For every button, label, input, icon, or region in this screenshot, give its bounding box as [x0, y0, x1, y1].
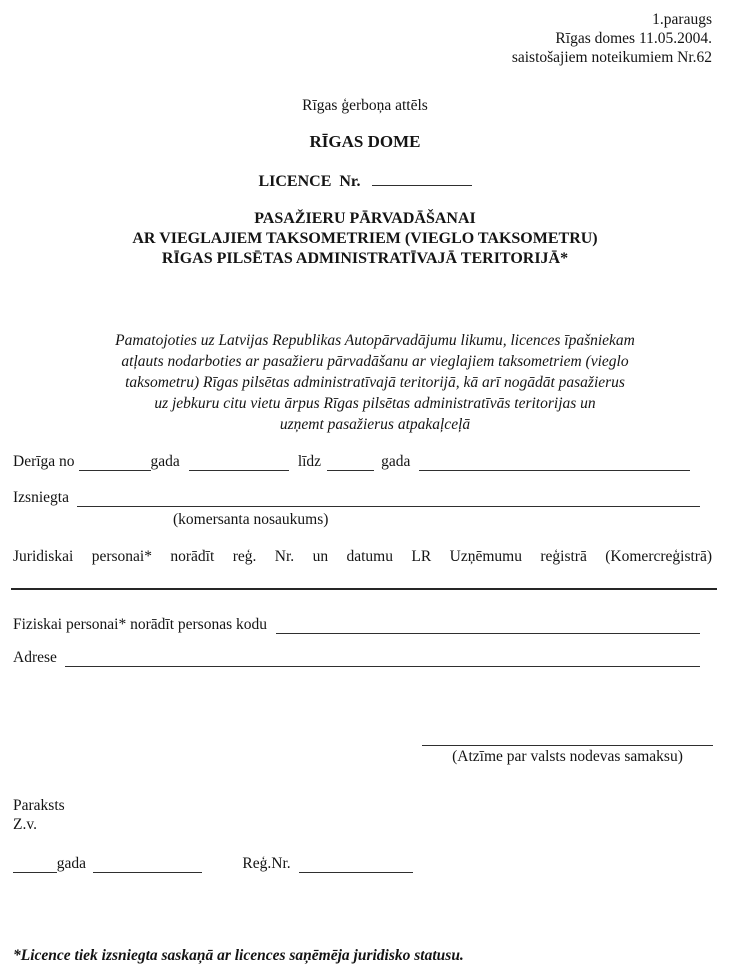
reg-nr-blank [299, 871, 413, 873]
gada-label-2: gada [381, 453, 411, 470]
document-title [0, 209, 730, 269]
authority-title: RĪGAS DOME [309, 132, 421, 151]
address-row [13, 649, 700, 667]
natural-person-label: Fiziskai personai* norādīt personas kodu [13, 616, 267, 633]
state-fee-block [422, 745, 713, 766]
date-registration-row [13, 855, 413, 873]
licence-number-line [0, 172, 730, 191]
issued-to-row [13, 489, 700, 507]
address-blank [65, 665, 700, 667]
valid-from-year-blank [189, 469, 289, 471]
reg-nr-label: Reģ.Nr. [242, 855, 291, 872]
licence-number-label: LICENCE Nr. [258, 173, 361, 190]
preamble-line-1: Pamatojoties uz Latvijas Republikas Autopārvadājumu likumu, licences īpašniekam [115, 332, 635, 349]
valid-until-date-blank [327, 469, 374, 471]
state-fee-blank-line [422, 745, 713, 746]
issue-year-blank [93, 871, 202, 873]
title-line-3: RĪGAS PILSĒTAS ADMINISTRATĪVAJĀ TERITORIJĀ* [161, 250, 569, 267]
title-line-2: AR VIEGLAJIEM TAKSOMETRIEM (VIEGLO TAKSOMETRU) [132, 230, 598, 247]
signature-label: Paraksts [13, 797, 65, 814]
validity-dates-row [13, 453, 690, 471]
signature-block [13, 796, 65, 834]
issue-date-blank [13, 871, 57, 873]
state-fee-caption: (Atzīme par valsts nodevas samaksu) [452, 748, 683, 765]
title-line-1: PASAŽIERU PĀRVADĀŠANAI [254, 210, 476, 227]
seal-label: Z.v. [13, 816, 37, 833]
merchant-name-caption: (komersanta nosaukums) [173, 511, 329, 528]
preamble-line-4: uz jebkuru citu vietu ārpus Rīgas pilsētas administratīvās teritorijas un [154, 395, 596, 412]
legal-person-blank-line [11, 588, 717, 590]
lidz-label: līdz [297, 453, 322, 470]
preamble-line-3: taksometru) Rīgas pilsētas administratīvajā teritorijā, kā arī nogādāt pasažierus [125, 374, 625, 391]
licence-status-footnote: *Licence tiek izsniegta saskaņā ar licences saņēmēja juridisko statusu. [13, 947, 464, 964]
regulation-reference-block [512, 10, 712, 67]
preamble-paragraph [55, 330, 695, 435]
coat-of-arms-caption: Rīgas ģerboņa attēls [302, 97, 428, 114]
reference-council-date: Rīgas domes 11.05.2004. [555, 30, 712, 47]
preamble-line-2: atļauts nodarboties ar pasažieru pārvadāšanu ar vieglajiem taksometriem (vieglo [121, 353, 629, 370]
gada-label-1: gada [150, 453, 180, 470]
natural-person-row [13, 616, 700, 634]
valid-from-label: Derīga no [13, 453, 75, 470]
valid-until-year-blank [419, 469, 690, 471]
valid-from-date-blank [79, 469, 151, 471]
date-gada-label: gada [56, 855, 87, 872]
issued-to-blank [77, 505, 700, 507]
reference-regulation-number: saistošajiem noteikumiem Nr.62 [511, 49, 712, 66]
issued-label: Izsniegta [13, 489, 69, 506]
personal-code-blank [276, 632, 700, 634]
legal-person-instruction: Juridiskai personai* norādīt reģ. Nr. un datumu LR Uzņēmumu reģistrā (Komercreģistrā) [13, 548, 712, 565]
reference-sample-number: 1.paraugs [652, 11, 712, 28]
preamble-line-5: uzņemt pasažierus atpakaļceļā [279, 416, 471, 433]
licence-number-blank [372, 172, 472, 186]
address-label: Adrese [13, 649, 57, 666]
